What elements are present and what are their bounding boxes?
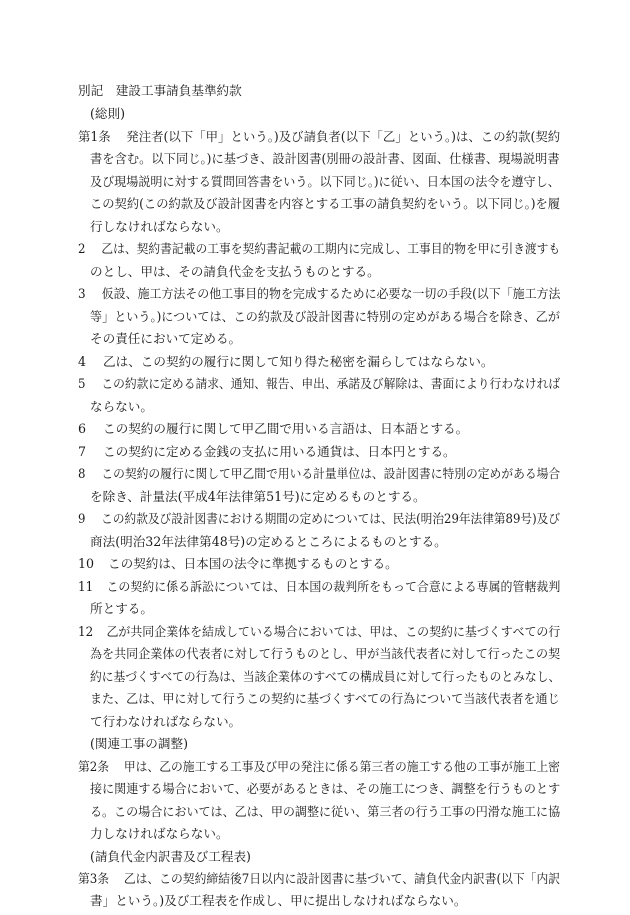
article-3-line-1: 第3条 乙は、この契約締結後7日以内に設計図書に基づいて、請負代金内訳書(以下「内訳 [78,868,560,890]
paragraph-5-line-1: 5 この約款に定める請求、通知、報告、申出、承諾及び解除は、書面により行わなければ [78,373,560,395]
article-1-line-2: 書を含む。以下同じ。)に基づき、設計図書(別冊の設計書、図面、仕様書、現場説明書 [90,151,560,166]
article-1-line-5: 行しなければならない。 [90,219,229,234]
paragraph-12-line-4: また、乙は、甲に対して行うこの契約に基づくすべての行為について当該代表者を通じ [90,691,560,706]
paragraph-8-line-2: を除き、計量法(平成4年法律第51号)に定めるものとする。 [90,489,426,504]
paragraph-8-line-1: 8 この契約の履行に関して甲乙間で用いる計量単位は、設計図書に特別の定めがある場合 [78,463,560,485]
paragraph-7-line-1: 7 この契約に定める金銭の支払に用いる通貨は、日本円とする。 [78,441,456,463]
paragraph-9-label: 9 [78,511,86,526]
paragraph-4-label: 4 [78,354,87,369]
article-2-line-3: る。この場合においては、乙は、甲の調整に従い、第三者の行う工事の円滑な施工に協 [90,804,561,819]
document-title: 別記 建設工事請負基準約款 [78,83,242,98]
paragraph-10-label: 10 [78,556,95,571]
paragraph-8-label: 8 [78,466,86,481]
paragraph-2-line-2: のとし、甲は、その請負代金を支払うものとする。 [90,264,380,279]
paragraph-12-line-2: 為を共同企業体の代表者に対して行うものとし、甲が当該代表者に対して行ったこの契 [90,646,561,661]
paragraph-2-line-1: 2 乙は、契約書記載の工事を契約書記載の工期内に完成し、工事目的物を甲に引き渡すも [78,238,560,260]
article-1-line-3: 及び現場説明に対する質問回答書をいう。以下同じ。)に従い、日本国の法令を遵守し、 [90,174,560,189]
article-3-line-2: 書」という。)及び工程表を作成し、甲に提出しなければならない。 [90,893,467,908]
article-2-line-4: 力しなければならない。 [90,826,229,841]
caption-general: (総則) [90,106,126,121]
paragraph-6-line-1: 6 この契約の履行に関して甲乙間で用いる言語は、日本語とする。 [78,418,468,440]
paragraph-12-label: 12 [78,624,94,639]
paragraph-11-label: 11 [78,579,94,594]
paragraph-5-line-2: ならない。 [90,399,153,414]
article-1-line-4: この契約(この約款及び設計図書を内容とする工事の請負契約をいう。以下同じ。)を履 [90,196,561,211]
article-1-line-1: 第1条 発注者(以下「甲」という。)及び請負者(以下「乙」という。)は、この約款(契約 [78,126,560,148]
article-2-label: 第2条 [78,759,110,774]
paragraph-12-line-3: 約に基づくすべての行為は、当該企業体のすべての構成員に対して行ったものとみなし、 [90,669,561,684]
article-2-line-1: 第2条 甲は、乙の施工する工事及び甲の発注に係る第三者の施工する他の工事が施工上密 [78,756,560,778]
paragraph-5-label: 5 [78,376,86,391]
paragraph-12-line-1: 12 乙が共同企業体を結成している場合においては、甲は、この契約に基づくすべての行 [78,621,560,643]
paragraph-3-line-1: 3 仮設、施工方法その他工事目的物を完成するために必要な一切の手段(以下「施工方法 [78,283,560,305]
paragraph-6-label: 6 [78,421,87,436]
paragraph-11-line-1: 11 この契約に係る訴訟については、日本国の裁判所をもって合意による専属的管轄裁判 [78,576,560,598]
paragraph-3-line-2: 等」という。)については、この約款及び設計図書に特別の定めがある場合を除き、乙が [90,309,560,324]
paragraph-11-line-2: 所とする。 [90,601,153,616]
caption-related-work: (関連工事の調整) [90,736,188,751]
paragraph-4-line-1: 4 乙は、この契約の履行に関して知り得た秘密を漏らしてはならない。 [78,351,493,373]
article-1-label: 第1条 [78,129,111,144]
caption-breakdown: (請負代金内訳書及び工程表) [90,849,251,864]
paragraph-12-line-5: て行わなければならない。 [90,714,242,729]
paragraph-2-label: 2 [78,241,86,256]
paragraph-9-line-1: 9 この約款及び設計図書における期間の定めについては、民法(明治29年法律第89号)及び [78,508,560,530]
paragraph-3-label: 3 [78,286,86,301]
paragraph-3-line-3: その責任において定める。 [90,331,242,346]
paragraph-9-line-2: 商法(明治32年法律第48号)の定めるところによるものとする。 [90,534,447,549]
article-2-line-2: 接に関連する場合において、必要があるときは、その施工につき、調整を行うものとす [90,781,561,796]
paragraph-10-line-1: 10 この契約は、日本国の法令に準拠するものとする。 [78,553,398,575]
paragraph-7-label: 7 [78,444,87,459]
article-3-label: 第3条 [78,871,110,886]
